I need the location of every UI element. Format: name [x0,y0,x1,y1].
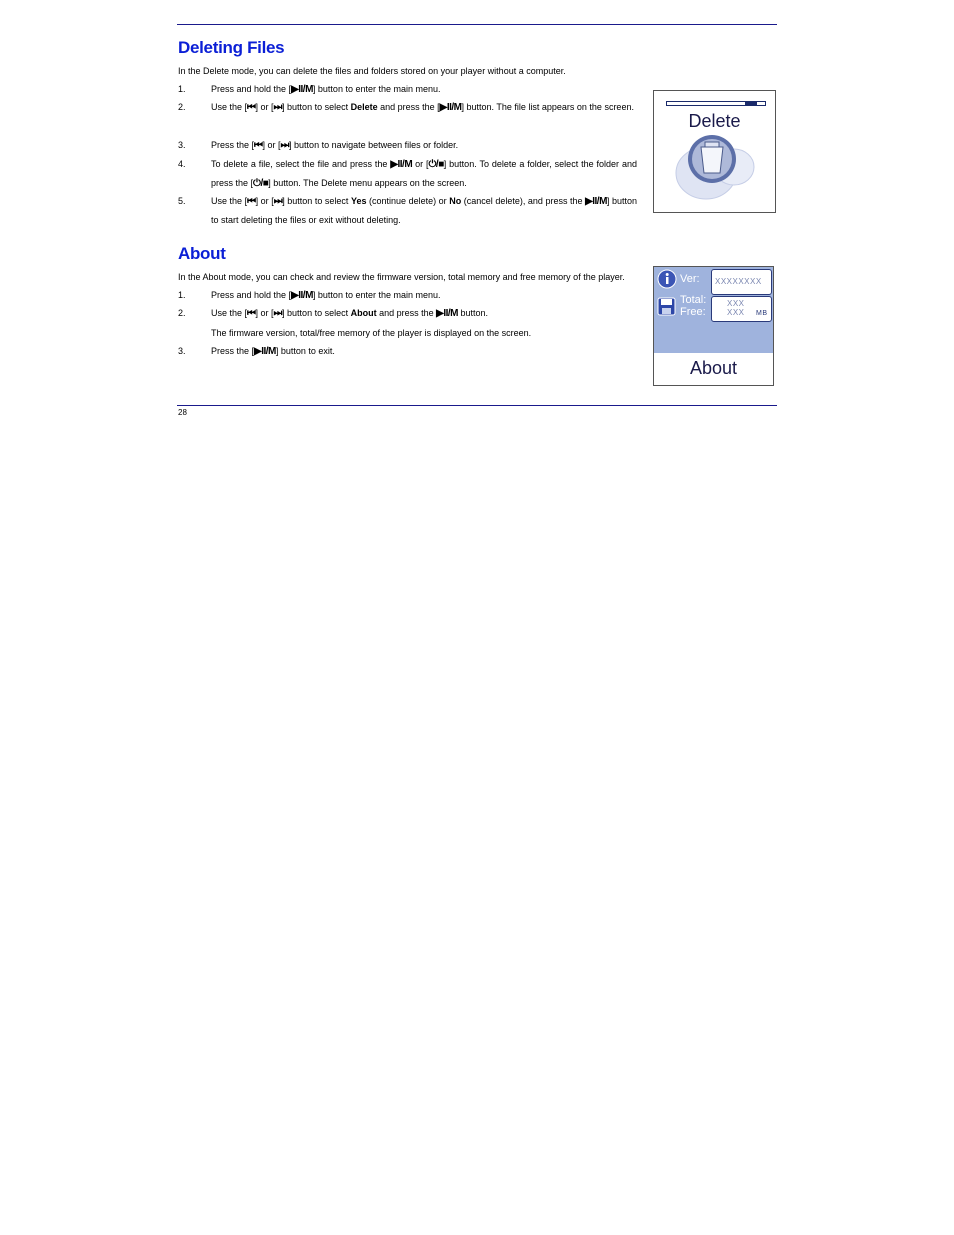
about-intro: In the About mode, you can check and review the firmware version, total memory and free memory of the player. [178,272,625,282]
delete-step-2: 2. Use the [⏮] or [⏭] button to select Delete and press the [▶II/M] button. The file list appears on the screen. [178,102,634,113]
delete-intro: In the Delete mode, you can delete the files and folders stored on your player without a computer. [178,66,566,76]
free-label: Free: [680,306,706,318]
memory-unit: MB [756,310,768,317]
about-screen-image [653,266,774,386]
about-screen-title: About [689,358,738,378]
play-menu-icon: ▶II/M [436,308,458,319]
prev-icon: ⏮ [247,308,256,319]
delete-step-4: 4. To delete a file, select the file and press the ▶II/M or [⏻/■] button. To delete a folder, select the folder and press the [⏻/■] button. The Delete menu appears on the screen. [178,159,637,189]
prev-icon: ⏮ [254,140,263,151]
play-menu-icon: ▶II/M [291,290,313,301]
memory-box [711,296,772,322]
delete-step-5: 5. Use the [⏮] or [⏭] button to select Yes (continue delete) or No (cancel delete), and press the ▶II/M] button to start deleting the files or exit without deleting. [178,196,637,225]
about-step-1: 1. Press and hold the [▶II/M] button to enter the main menu. [178,290,441,301]
ver-label: Ver: [680,273,700,285]
play-menu-icon: ▶II/M [585,196,607,207]
play-menu-icon: ▶II/M [390,159,413,170]
next-icon: ⏭ [280,140,290,151]
prev-icon: ⏮ [247,196,256,207]
delete-screen-image [653,90,776,213]
memory-disk-icon [657,297,677,317]
deleting-files-heading: Deleting Files [178,38,285,57]
total-label: Total: [680,294,707,306]
info-icon [657,269,679,291]
prev-icon: ⏮ [247,102,256,113]
power-stop-icon: ⏻/■ [428,159,444,170]
about-step-2: 2. Use the [⏮] or [⏭] button to select About and press the ▶II/M button. [178,308,489,319]
free-value: XXX [727,308,745,317]
about-step-2-note: The firmware version, total/free memory of the player is displayed on the screen. [211,328,532,338]
next-icon: ⏭ [273,196,283,207]
delete-step-1: 1. Press and hold the [▶II/M] button to enter the main menu. [178,84,441,95]
bottom-rule [177,405,777,406]
next-icon: ⏭ [273,102,283,113]
play-menu-icon: ▶II/M [254,346,276,357]
version-value: XXXXXXXX [715,277,762,286]
play-menu-icon: ▶II/M [439,102,462,113]
total-value: XXX [727,299,745,308]
delete-step-3: 3. Press the [⏮] or [⏭] button to navigate between files or folder. [178,140,459,151]
page-number: 28 [178,408,187,417]
trash-bin-icon [654,91,775,212]
delete-screen-title: Delete [688,111,741,131]
about-heading: About [178,244,226,263]
version-box [711,269,772,295]
top-rule [177,24,777,25]
play-menu-icon: ▶II/M [291,84,313,95]
about-step-3: 3. Press the [▶II/M] button to exit. [178,346,335,357]
next-icon: ⏭ [273,308,283,319]
power-stop-icon: ⏻/■ [253,177,269,189]
